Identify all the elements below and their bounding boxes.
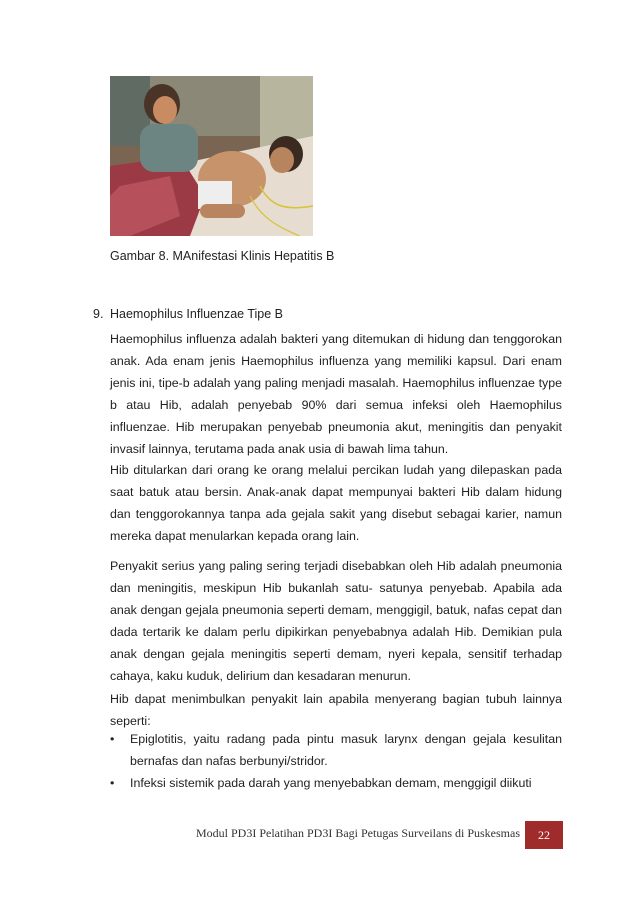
- clinical-photo: [110, 76, 313, 236]
- page-number: 22: [525, 821, 563, 849]
- list-item-text: Infeksi sistemik pada darah yang menyebabkan demam, menggigil diikuti: [130, 776, 532, 790]
- paragraph-4: Hib dapat menimbulkan penyakit lain apabila menyerang bagian tubuh lainnya seperti:: [110, 692, 562, 728]
- section-heading: [93, 307, 283, 321]
- paragraph-3: Penyakit serius yang paling sering terjadi disebabkan oleh Hib adalah pneumonia dan meningitis, meskipun Hib bukanlah satu- satunya penyebab. Apabila ada anak dengan gejala pneumonia seperti demam, menggigil, batuk, nafas cepat dan dada tertarik ke dalam perlu dipikirkan penyebabnya adalah Hib. Demikian pula anak dengan gejala meningitis seperti demam, nyeri kepala, sensitif terhadap cahaya, kaku kuduk, delirium dan kesadaran menurun.: [110, 559, 562, 683]
- paragraph-2: Hib ditularkan dari orang ke orang melalui percikan ludah yang dilepaskan pada saat batuk atau bersin. Anak-anak dapat mempunyai bakteri Hib dalam hidung dan tenggorokannya tanpa ada gejala sakit yang disebut sebagai karier, namun mereka dapat menularkan kepada orang lain.: [110, 463, 562, 543]
- clinical-photo-image: [110, 76, 313, 236]
- list-item: [110, 728, 562, 772]
- bullet-mark: •: [110, 776, 115, 790]
- bullet-mark: •: [110, 732, 115, 746]
- bullet-list: [110, 728, 562, 794]
- footer-text: Modul PD3I Pelatihan PD3I Bagi Petugas Surveilans di Puskesmas: [196, 826, 520, 840]
- section-title: Haemophilus Influenzae Tipe B: [110, 307, 284, 321]
- list-item: [110, 772, 562, 794]
- figure-caption: Gambar 8. MAnifestasi Klinis Hepatitis B: [110, 249, 335, 263]
- section-number: 9.: [93, 307, 104, 321]
- list-item-text: Epiglotitis, yaitu radang pada pintu masuk larynx dengan gejala kesulitan bernafas dan nafas berbunyi/stridor.: [130, 732, 562, 768]
- paragraph-1: Haemophilus influenza adalah bakteri yang ditemukan di hidung dan tenggorokan anak. Ada enam jenis Haemophilus influenza yang memiliki kapsul. Dari enam jenis ini, tipe-b adalah yang paling menjadi masalah. Haemophilus influenzae type b atau Hib, adalah penyebab 90% dari semua infeksi oleh Haemophilus influenzae. Hib merupakan penyebab pneumonia akut, meningitis dan penyakit invasif lainnya, terutama pada anak usia di bawah lima tahun.: [110, 332, 562, 456]
